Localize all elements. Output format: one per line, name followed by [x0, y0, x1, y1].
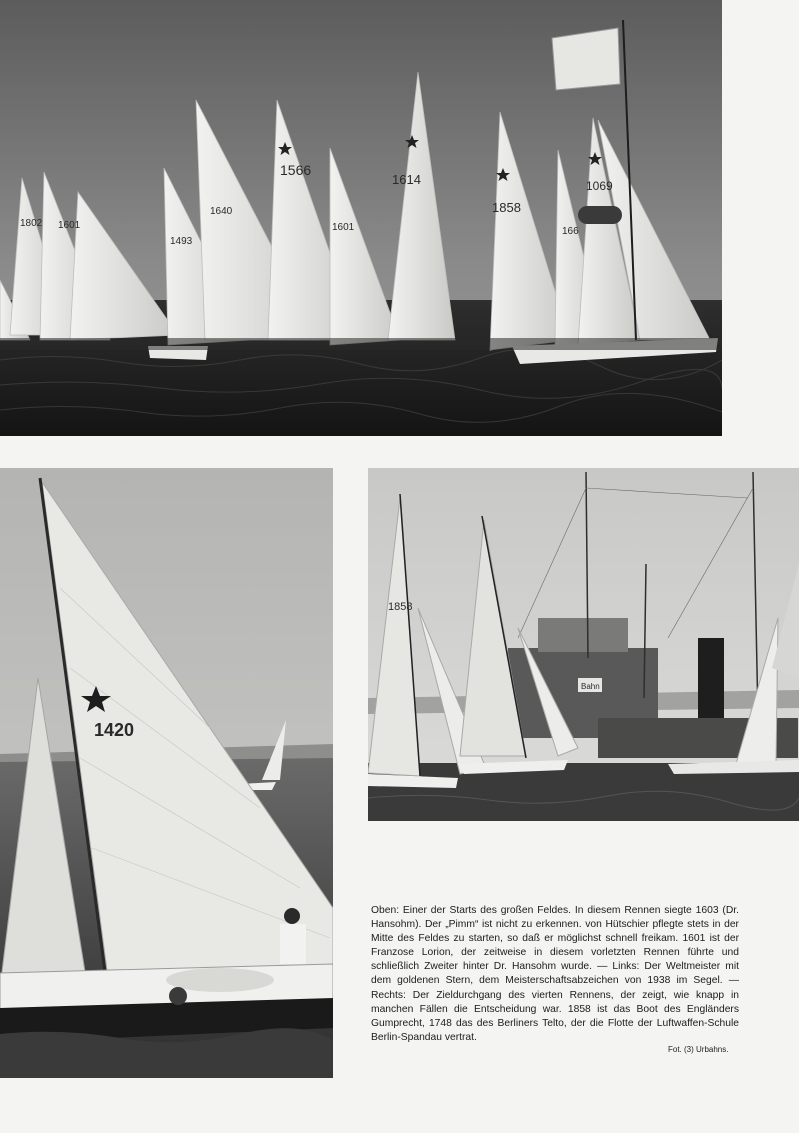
sail-number: 1640: [210, 206, 233, 217]
sail-number: 1493: [170, 236, 193, 247]
sail-number: 1614: [392, 172, 421, 187]
sail-number: 1566: [280, 162, 312, 178]
sail-number: 1601: [332, 222, 355, 233]
photo-regatta-start: [0, 0, 722, 436]
photo-finish-line: [368, 468, 799, 821]
sail-number: 1858: [388, 601, 413, 613]
photo-credit: Fot. (3) Urbahns.: [668, 1045, 729, 1054]
sail-number: 1601: [58, 220, 81, 231]
sail-number: 1420: [94, 720, 135, 740]
ship-sign: Bahn: [581, 682, 600, 691]
photo-caption: Oben: Einer der Starts des großen Feldes. In diesem Rennen siegte 1603 (Dr. Hansohm). Der „Pimm“ ist nicht zu erkennen. von Hütschier pflegte stets in der Mitte des Feldes zu starten, so daß er möglichst schnell freikam. 1601 ist der Franzose Lorion, der zeitweise in diesem vorletzten Rennen führte und schließlich Zweiter hinter Dr. Hansohm wurde. — Links: Der Weltmeister mit dem goldenen Stern, dem Meisterschaftsabzeichen von 1938 im Segel. — Rechts: Der Zieldurchgang des vierten Rennens, der zeigt, wie knapp in manchen Fällen die Entscheidung war. 1858 ist das Boot des Engländers Gumprecht, 1748 das des Berliners Telto, der die Flotte der Luftwaffen-Schule Berlin-Spandau vertrat.: [371, 905, 739, 1043]
sail-number: 166: [562, 226, 579, 237]
sail-number: 1858: [492, 200, 521, 215]
sail-number: 1069: [586, 179, 613, 193]
sail-number: 1802: [20, 218, 43, 229]
photo-world-champion: [0, 468, 333, 1078]
